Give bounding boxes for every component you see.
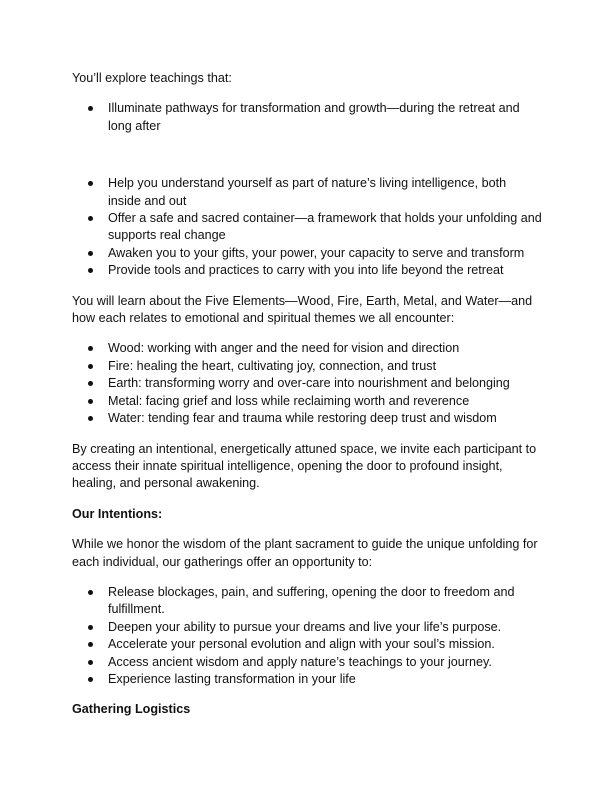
list-item-text: Help you understand yourself as part of nature’s living intelligence, both inside and out [108, 176, 507, 208]
bullet-icon [88, 268, 93, 273]
document-page [72, 70, 542, 732]
list-item-text: Awaken you to your gifts, your power, your capacity to serve and transform [108, 245, 525, 260]
list-item [72, 393, 542, 410]
list-item [72, 584, 542, 619]
list-item-text: Earth: transforming worry and over-care into nourishment and belonging [108, 376, 510, 391]
list-item-text: Accelerate your personal evolution and align with your soul’s mission. [108, 637, 495, 652]
bullet-icon [88, 181, 93, 186]
list-item [72, 654, 542, 671]
bullet-icon [88, 216, 93, 221]
list-item-text: Water: tending fear and trauma while restoring deep trust and wisdom [108, 411, 497, 426]
bullet-icon [88, 251, 93, 256]
list-item [72, 375, 542, 392]
bullet-icon [88, 381, 93, 386]
logistics-heading: Gathering Logistics [72, 702, 191, 717]
bullet-icon [88, 677, 93, 682]
bullet-icon [88, 590, 93, 595]
list-item [72, 175, 542, 210]
list-item [72, 340, 542, 357]
bullet-icon [88, 416, 93, 421]
bullet-icon [88, 625, 93, 630]
intentions-heading: Our Intentions: [72, 506, 163, 521]
intentions-list [72, 584, 542, 688]
list-item [72, 262, 542, 279]
bullet-icon [88, 642, 93, 647]
list-item [72, 636, 542, 653]
teachings-intro: You’ll explore teachings that: [72, 71, 232, 85]
list-item-text: Experience lasting transformation in your life [108, 671, 356, 686]
list-item-text: Offer a safe and sacred container—a framework that holds your unfolding and supports real change [108, 211, 542, 243]
list-item [72, 619, 542, 636]
bullet-icon [88, 346, 93, 351]
five-elements-intro: You will learn about the Five Elements—Wood, Fire, Earth, Metal, and Water—and how each relates to emotional and spiritual themes we all encounter: [72, 293, 533, 326]
list-item-text: Deepen your ability to pursue your dreams and live your life’s purpose. [108, 619, 502, 634]
list-item [72, 671, 542, 688]
intentions-intro: While we honor the wisdom of the plant sacrament to guide the unique unfolding for each individual, our gatherings offer an opportunity to: [72, 537, 538, 569]
list-item-text: Illuminate pathways for transformation and growth—during the retreat and long after [108, 101, 520, 133]
list-item-text: Fire: healing the heart, cultivating joy, connection, and trust [108, 358, 437, 373]
list-item [72, 410, 542, 427]
list-item [72, 100, 542, 135]
teachings-list-second [72, 175, 542, 279]
teachings-list-first [72, 100, 542, 135]
bullet-icon [88, 106, 93, 111]
list-item-text: Release blockages, pain, and suffering, opening the door to freedom and fulfillment. [108, 584, 515, 617]
space-paragraph: By creating an intentional, energetically attuned space, we invite each participant to access their innate spiritual intelligence, opening the door to profound insight, healing, and personal awakening. [72, 441, 537, 491]
bullet-icon [88, 364, 93, 369]
list-item-text: Metal: facing grief and loss while reclaiming worth and reverence [108, 393, 470, 408]
bullet-icon [88, 660, 93, 665]
list-item-text: Wood: working with anger and the need for vision and direction [108, 341, 460, 356]
bullet-icon [88, 399, 93, 404]
list-item [72, 245, 542, 262]
list-item-text: Provide tools and practices to carry with you into life beyond the retreat [108, 263, 504, 278]
five-elements-list [72, 340, 542, 427]
list-item [72, 210, 542, 245]
list-item [72, 358, 542, 375]
list-item-text: Access ancient wisdom and apply nature’s teachings to your journey. [108, 654, 492, 669]
